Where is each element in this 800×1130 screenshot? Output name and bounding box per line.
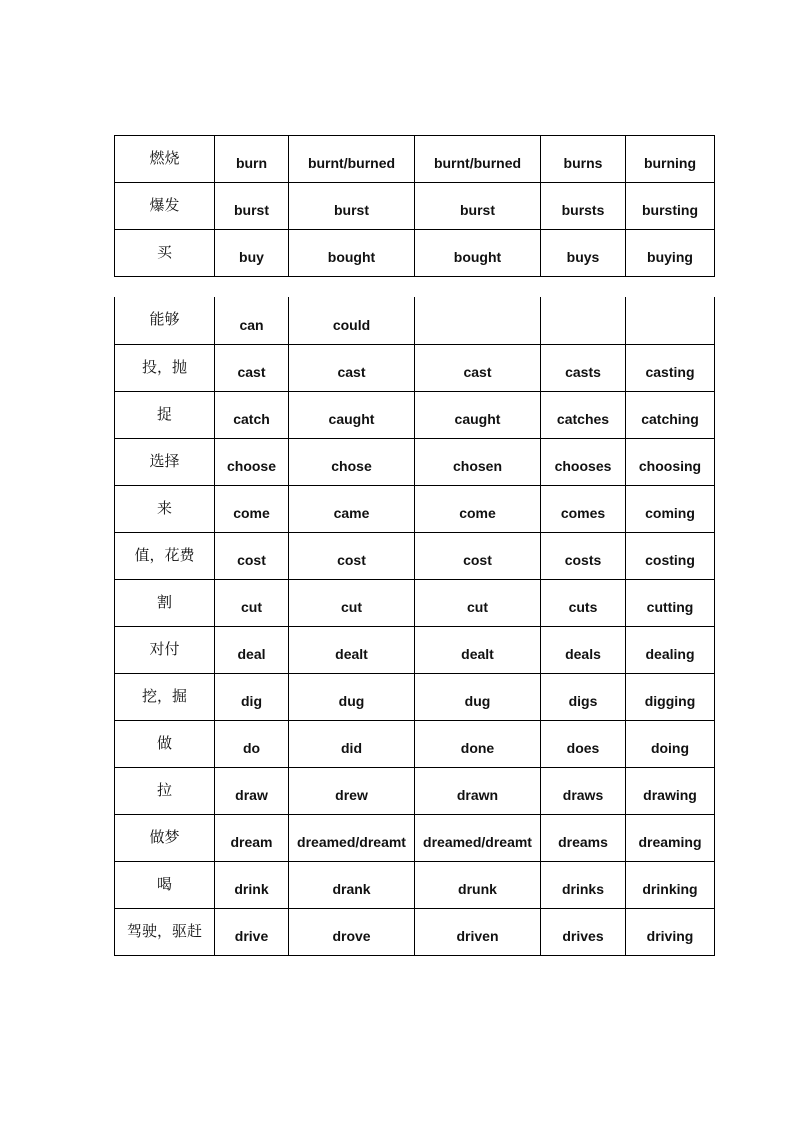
third-person-cell: burns [541,136,626,183]
past-participle-cell: come [415,485,541,532]
third-person-cell: buys [541,230,626,277]
past-participle-cell: caught [415,391,541,438]
base-form-cell: choose [215,438,289,485]
table-row [115,391,715,438]
meaning-cell: 来 [115,485,215,532]
past-tense-cell: dug [289,673,415,720]
past-participle-cell: bought [415,230,541,277]
past-tense-cell: bought [289,230,415,277]
past-participle-cell: drunk [415,861,541,908]
past-tense-cell: burnt/burned [289,136,415,183]
present-participle-cell: digging [626,673,715,720]
past-participle-cell: cost [415,532,541,579]
table-row [115,908,715,955]
meaning-cell: 做梦 [115,814,215,861]
meaning-cell: 买 [115,230,215,277]
past-tense-cell: burst [289,183,415,230]
third-person-cell: comes [541,485,626,532]
meaning-cell: 做 [115,720,215,767]
past-tense-cell: dreamed/dreamt [289,814,415,861]
past-participle-cell: cast [415,344,541,391]
base-form-cell: dream [215,814,289,861]
third-person-cell: drinks [541,861,626,908]
third-person-cell: chooses [541,438,626,485]
table-row [115,767,715,814]
meaning-cell: 捉 [115,391,215,438]
present-participle-cell: catching [626,391,715,438]
present-participle-cell: coming [626,485,715,532]
table-row [115,183,715,230]
table-row [115,230,715,277]
past-participle-cell: burst [415,183,541,230]
base-form-cell: buy [215,230,289,277]
past-tense-cell: dealt [289,626,415,673]
third-person-cell: deals [541,626,626,673]
table-row [115,438,715,485]
past-participle-cell: chosen [415,438,541,485]
table-row [115,344,715,391]
meaning-cell: 爆发 [115,183,215,230]
past-tense-cell: drove [289,908,415,955]
third-person-cell: digs [541,673,626,720]
base-form-cell: cut [215,579,289,626]
base-form-cell: deal [215,626,289,673]
meaning-cell: 值，花费 [115,532,215,579]
past-participle-cell: dug [415,673,541,720]
present-participle-cell: burning [626,136,715,183]
base-form-cell: drink [215,861,289,908]
base-form-cell: burn [215,136,289,183]
past-participle-cell: cut [415,579,541,626]
base-form-cell: burst [215,183,289,230]
past-participle-cell [415,297,541,344]
meaning-cell: 驾驶，驱赶 [115,908,215,955]
present-participle-cell: choosing [626,438,715,485]
table-row [115,626,715,673]
past-tense-cell: chose [289,438,415,485]
meaning-cell: 燃烧 [115,136,215,183]
base-form-cell: cast [215,344,289,391]
meaning-cell: 能够 [115,297,215,344]
third-person-cell: does [541,720,626,767]
past-participle-cell: driven [415,908,541,955]
table-row [115,720,715,767]
present-participle-cell: bursting [626,183,715,230]
table-row [115,297,715,344]
past-tense-cell: drew [289,767,415,814]
third-person-cell: dreams [541,814,626,861]
base-form-cell: come [215,485,289,532]
past-tense-cell: came [289,485,415,532]
past-tense-cell: cost [289,532,415,579]
base-form-cell: draw [215,767,289,814]
table-row [115,532,715,579]
third-person-cell: cuts [541,579,626,626]
verb-table-2 [114,297,715,956]
past-tense-cell: drank [289,861,415,908]
meaning-cell: 对付 [115,626,215,673]
past-tense-cell: could [289,297,415,344]
third-person-cell [541,297,626,344]
third-person-cell: casts [541,344,626,391]
meaning-cell: 选择 [115,438,215,485]
past-tense-cell: cast [289,344,415,391]
present-participle-cell: cutting [626,579,715,626]
table-row [115,814,715,861]
meaning-cell: 投，抛 [115,344,215,391]
table-row [115,673,715,720]
present-participle-cell: costing [626,532,715,579]
past-participle-cell: drawn [415,767,541,814]
past-participle-cell: dealt [415,626,541,673]
present-participle-cell: dreaming [626,814,715,861]
present-participle-cell: drawing [626,767,715,814]
base-form-cell: dig [215,673,289,720]
present-participle-cell: dealing [626,626,715,673]
present-participle-cell: casting [626,344,715,391]
present-participle-cell: drinking [626,861,715,908]
third-person-cell: draws [541,767,626,814]
meaning-cell: 喝 [115,861,215,908]
third-person-cell: bursts [541,183,626,230]
meaning-cell: 挖，掘 [115,673,215,720]
verb-table-1 [114,135,715,277]
table-row [115,861,715,908]
present-participle-cell: driving [626,908,715,955]
past-tense-cell: cut [289,579,415,626]
past-tense-cell: did [289,720,415,767]
present-participle-cell [626,297,715,344]
base-form-cell: can [215,297,289,344]
base-form-cell: drive [215,908,289,955]
present-participle-cell: buying [626,230,715,277]
base-form-cell: catch [215,391,289,438]
past-participle-cell: dreamed/dreamt [415,814,541,861]
past-tense-cell: caught [289,391,415,438]
table-row [115,136,715,183]
table-row [115,485,715,532]
third-person-cell: catches [541,391,626,438]
meaning-cell: 拉 [115,767,215,814]
third-person-cell: drives [541,908,626,955]
meaning-cell: 割 [115,579,215,626]
third-person-cell: costs [541,532,626,579]
table-row [115,579,715,626]
base-form-cell: do [215,720,289,767]
base-form-cell: cost [215,532,289,579]
past-participle-cell: burnt/burned [415,136,541,183]
present-participle-cell: doing [626,720,715,767]
past-participle-cell: done [415,720,541,767]
